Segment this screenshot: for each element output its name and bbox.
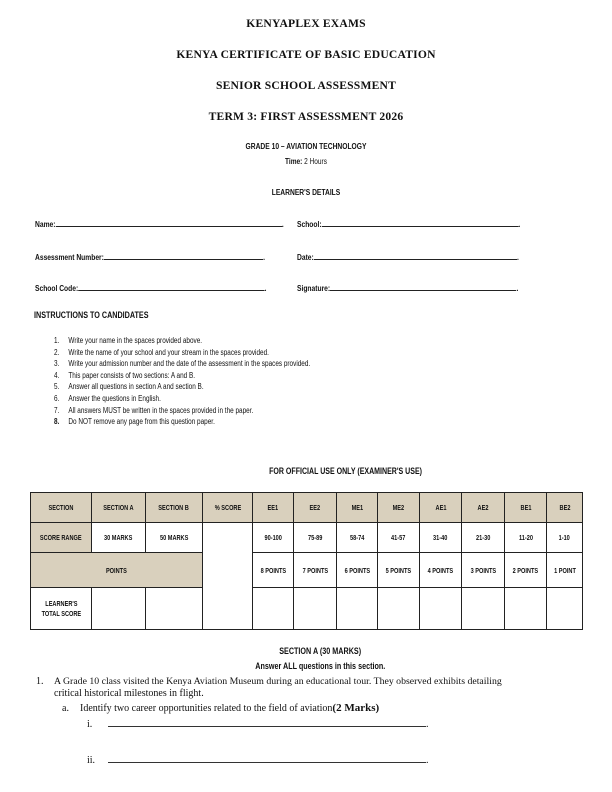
- points-cell: 4 POINTS: [420, 553, 462, 588]
- header-section: SECTION: [31, 493, 92, 523]
- answer-i-row: .: [108, 717, 429, 730]
- range-cell: 90-100: [253, 523, 294, 553]
- header-ae1: AE1: [420, 493, 462, 523]
- learner-details-heading: LEARNER'S DETAILS: [271, 187, 341, 197]
- instructions-heading: INSTRUCTIONS TO CANDIDATES: [34, 310, 149, 320]
- instruction-item: 7. All answers MUST be written in the spaces provided in the paper.: [54, 405, 254, 415]
- answer-ii-number: ii.: [87, 755, 96, 766]
- section-b-score-cell[interactable]: [146, 588, 203, 630]
- signature-field[interactable]: [330, 282, 516, 291]
- header-ee2: EE2: [294, 493, 337, 523]
- school-code-label: School Code:: [35, 283, 79, 293]
- header-me2: ME2: [378, 493, 420, 523]
- instruction-item: 1. Write your name in the spaces provided above.: [54, 336, 203, 345]
- ee1-score-cell[interactable]: [253, 588, 294, 630]
- answer-ii-row: .: [108, 753, 429, 766]
- time-value: 2 Hours: [304, 156, 327, 166]
- header-section-a: SECTION A: [92, 493, 146, 523]
- answer-i-number: i.: [87, 719, 93, 730]
- section-a-marks: 30 MARKS: [92, 523, 146, 553]
- range-cell: 75-89: [294, 523, 337, 553]
- instruction-item: 3. Write your admission number and the date of the assessment in the spaces provided.: [54, 359, 311, 369]
- points-cell: 6 POINTS: [337, 553, 378, 588]
- instruction-item: 5. Answer all questions in section A and section B.: [54, 382, 204, 392]
- question-1a-number: a.: [62, 703, 69, 714]
- points-cell: 2 POINTS: [505, 553, 547, 588]
- range-cell: 31-40: [420, 523, 462, 553]
- me1-score-cell[interactable]: [337, 588, 378, 630]
- answer-i-line[interactable]: [108, 717, 426, 727]
- subject-title: GRADE 10 – AVIATION TECHNOLOGY: [245, 141, 367, 151]
- header-section-b: SECTION B: [146, 493, 203, 523]
- section-a-heading: SECTION A (30 MARKS): [279, 646, 361, 656]
- date-label: Date:: [297, 252, 314, 262]
- points-label: POINTS: [31, 553, 203, 588]
- points-cell: 8 POINTS: [253, 553, 294, 588]
- time-label: Time:: [285, 156, 303, 166]
- time-allowed: [67, 156, 544, 166]
- question-1-text-cont: critical historical milestones in flight.: [54, 688, 204, 699]
- points-cell: 1 POINT: [547, 553, 583, 588]
- school-label: School:: [297, 219, 322, 229]
- section-b-marks: 50 MARKS: [146, 523, 203, 553]
- answer-ii-line[interactable]: [108, 753, 426, 763]
- assessment-number-row: Assessment Number: .: [35, 252, 265, 262]
- ee2-score-cell[interactable]: [294, 588, 337, 630]
- instruction-item: 6. Answer the questions in English.: [54, 393, 161, 403]
- signature-row: Signature: .: [297, 283, 519, 293]
- points-cell: 7 POINTS: [294, 553, 337, 588]
- section-a-instruction: Answer ALL questions in this section.: [254, 661, 386, 671]
- range-cell: 11-20: [505, 523, 547, 553]
- score-table: [30, 492, 583, 630]
- learner-total-score-label: LEARNER'S TOTAL SCORE: [31, 588, 92, 630]
- school-field-row: School: .: [297, 219, 521, 229]
- header-me1: ME1: [337, 493, 378, 523]
- date-field[interactable]: [314, 251, 517, 260]
- header-be1: BE1: [505, 493, 547, 523]
- header-percent-score: % SCORE: [203, 493, 253, 523]
- school-field[interactable]: [322, 218, 519, 227]
- signature-label: Signature:: [297, 283, 331, 293]
- points-cell: 5 POINTS: [378, 553, 420, 588]
- be1-score-cell[interactable]: [505, 588, 547, 630]
- header-be2: BE2: [547, 493, 583, 523]
- school-code-field[interactable]: [78, 282, 264, 291]
- instructions-list: [54, 335, 310, 428]
- school-code-row: School Code: .: [35, 283, 267, 293]
- instruction-item: 2. Write the name of your school and your stream in the spaces provided.: [54, 347, 269, 357]
- instruction-item: 8. Do NOT remove any page from this question paper.: [54, 417, 215, 427]
- certificate-title: KENYA CERTIFICATE OF BASIC EDUCATION: [176, 48, 436, 61]
- header-ae2: AE2: [462, 493, 505, 523]
- header-ee1: EE1: [253, 493, 294, 523]
- ae2-score-cell[interactable]: [462, 588, 505, 630]
- range-cell: 21-30: [462, 523, 505, 553]
- question-1a-text: Identify two career opportunities related to the field of aviation(2 Marks): [80, 702, 380, 714]
- name-field[interactable]: [55, 218, 281, 227]
- points-cell: 3 POINTS: [462, 553, 505, 588]
- question-1-text: A Grade 10 class visited the Kenya Aviation Museum during an educational tour. They observed exhibits detailing: [54, 676, 502, 687]
- ae1-score-cell[interactable]: [420, 588, 462, 630]
- name-label: Name:: [35, 219, 56, 229]
- exam-body-title: KENYAPLEX EXAMS: [246, 17, 366, 30]
- term-title: TERM 3: FIRST ASSESSMENT 2026: [208, 110, 404, 123]
- range-cell: 58-74: [337, 523, 378, 553]
- instruction-item: 4. This paper consists of two sections: A and B.: [54, 370, 196, 380]
- assessment-number-field[interactable]: [104, 251, 263, 260]
- question-1-number: 1.: [36, 676, 44, 687]
- section-a-score-cell[interactable]: [92, 588, 146, 630]
- range-cell: 41-57: [378, 523, 420, 553]
- score-range-label: SCORE RANGE: [31, 523, 92, 553]
- assessment-number-label: Assessment Number:: [35, 252, 104, 262]
- name-field-row: Name: .: [35, 219, 284, 229]
- date-field-row: Date: .: [297, 252, 519, 262]
- question-1a-marks: (2 Marks): [332, 702, 380, 714]
- be2-score-cell[interactable]: [547, 588, 583, 630]
- percent-score-cell[interactable]: [203, 523, 253, 630]
- range-cell: 1-10: [547, 523, 583, 553]
- official-use-heading: FOR OFFICIAL USE ONLY (EXAMINER'S USE): [269, 466, 423, 476]
- assessment-title: SENIOR SCHOOL ASSESSMENT: [215, 79, 397, 92]
- me2-score-cell[interactable]: [378, 588, 420, 630]
